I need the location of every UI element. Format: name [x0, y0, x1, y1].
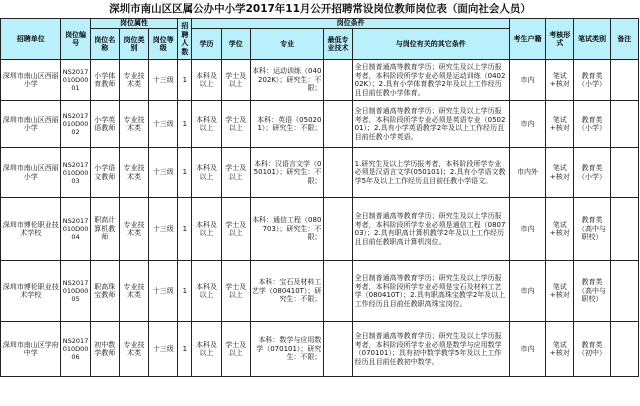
- cell-other: 全日制普通高等教育学历；研究生及以上学历报考者，本科阶段所学专业必须是宝石及材料工艺学（080410T）；2.具有职高珠宝教学2年及以上工作经历且目前任教职高珠宝岗位。: [352, 261, 509, 322]
- cell-post-name: 初中数学教师: [90, 322, 119, 377]
- header-degree: 学位: [221, 29, 250, 60]
- cell-post-name: 小学体育教师: [90, 60, 119, 101]
- table-row: [1, 261, 639, 322]
- header-education: 学历: [192, 29, 221, 60]
- cell-written: 教育类（高中与职校）: [574, 198, 610, 261]
- cell-degree: 学士及以上: [221, 148, 250, 198]
- cell-title-req: [324, 148, 352, 198]
- header-major: 专业: [250, 29, 324, 60]
- cell-unit: 深圳市南山区西丽小学: [1, 60, 61, 101]
- cell-post-name: 职高珠宝教师: [90, 261, 119, 322]
- cell-education: 本科及以上: [192, 101, 221, 148]
- cell-major: 本科：运动训练（040202K）；研究生：不限；: [250, 60, 324, 101]
- cell-count: 1: [178, 101, 192, 148]
- cell-other: 全日制普通高等教育学历；研究生及以上学历报考者，本科阶段所学专业必须是数学与应用数学（070101）；具有初中数学教学5年及以上工作经历且目前任教初中数学。: [352, 322, 509, 377]
- cell-exam-form: 笔试+核对: [546, 60, 574, 101]
- cell-major: 本科：汉语言文学（050101）；研究生：不限；: [250, 148, 324, 198]
- table-row: [1, 101, 639, 148]
- cell-post-type: 专业技术类: [119, 198, 148, 261]
- cell-post-name: 小学语文教师: [90, 148, 119, 198]
- header-exam-form: 考核形式: [546, 19, 574, 60]
- header-post-level: 岗位等级: [149, 29, 178, 60]
- cell-other: 1.研究生及以上学历报考者，本科阶段所学专业必须是汉语言文学(050101)；2.具有小学语文教学5年及以上工作经历且目前任教小学语文。: [352, 148, 509, 198]
- cell-title-req: [324, 60, 352, 101]
- table-row: [1, 198, 639, 261]
- cell-post-code: NS2017010D0002: [61, 101, 90, 148]
- cell-unit: 深圳市博伦职业技术学校: [1, 261, 61, 322]
- cell-post-level: 十三级: [149, 148, 178, 198]
- cell-unit: 深圳市南山区学府中学: [1, 322, 61, 377]
- cell-count: 1: [178, 148, 192, 198]
- cell-post-level: 十三级: [149, 261, 178, 322]
- cell-exam-form: 笔试+核对: [546, 101, 574, 148]
- header-post-code: 岗位编号: [61, 19, 90, 60]
- cell-hukou: 市内: [509, 60, 545, 101]
- cell-written: 教育类（小学）: [574, 101, 610, 148]
- header-post-name: 岗位名称: [90, 29, 119, 60]
- cell-degree: 学士及以上: [221, 60, 250, 101]
- cell-note: [610, 60, 638, 101]
- cell-title-req: [324, 261, 352, 322]
- cell-hukou: 市内: [509, 198, 545, 261]
- cell-post-level: 十三级: [149, 322, 178, 377]
- cell-degree: 学士及以上: [221, 198, 250, 261]
- header-other: 与岗位有关的其它条件: [352, 29, 509, 60]
- cell-post-type: 专业技术类: [119, 322, 148, 377]
- header-unit: 招聘单位: [1, 19, 61, 60]
- cell-education: 本科及以上: [192, 60, 221, 101]
- recruitment-table: [0, 18, 639, 377]
- cell-degree: 学士及以上: [221, 261, 250, 322]
- table-row: [1, 322, 639, 377]
- cell-note: [610, 261, 638, 322]
- cell-hukou: 市内: [509, 322, 545, 377]
- cell-post-type: 专业技术类: [119, 261, 148, 322]
- cell-written: 教育类（高中与职校）: [574, 261, 610, 322]
- cell-major: 本科：宝石及材料工艺学（080410T）；研究生：不限；: [250, 261, 324, 322]
- cell-post-name: 小学英语教师: [90, 101, 119, 148]
- cell-exam-form: 笔试+核对: [546, 322, 574, 377]
- cell-post-code: NS2017010D0006: [61, 322, 90, 377]
- cell-degree: 学士及以上: [221, 322, 250, 377]
- cell-unit: 深圳市南山区西丽小学: [1, 101, 61, 148]
- cell-education: 本科及以上: [192, 198, 221, 261]
- table-row: [1, 148, 639, 198]
- cell-title-req: [324, 322, 352, 377]
- table-row: [1, 60, 639, 101]
- cell-post-type: 专业技术类: [119, 101, 148, 148]
- cell-exam-form: 笔试+核对: [546, 148, 574, 198]
- cell-degree: 学士及以上: [221, 101, 250, 148]
- cell-count: 1: [178, 60, 192, 101]
- cell-written: 教育类（初中）: [574, 322, 610, 377]
- cell-hukou: 市内: [509, 261, 545, 322]
- cell-title-req: [324, 101, 352, 148]
- cell-post-name: 职高计算机教师: [90, 198, 119, 261]
- cell-note: [610, 198, 638, 261]
- page-title: 深圳市南山区区属公办中小学2017年11月公开招聘常设岗位教师岗位表（面向社会人员）: [109, 3, 531, 15]
- cell-hukou: 市内外: [509, 148, 545, 198]
- header-post-type: 岗位类别: [119, 29, 148, 60]
- cell-unit: 深圳市博伦职业技术学校: [1, 198, 61, 261]
- cell-exam-form: 笔试+核对: [546, 198, 574, 261]
- cell-title-req: [324, 198, 352, 261]
- header-conditions: 岗位条件: [192, 19, 509, 29]
- cell-post-type: 专业技术类: [119, 148, 148, 198]
- cell-count: 1: [178, 261, 192, 322]
- cell-post-code: NS2017010D0003: [61, 148, 90, 198]
- cell-written: 教育类（小学）: [574, 148, 610, 198]
- cell-major: 本科：通信工程（080703）；研究生：不限；: [250, 198, 324, 261]
- cell-post-code: NS2017010D0005: [61, 261, 90, 322]
- cell-education: 本科及以上: [192, 261, 221, 322]
- cell-major: 本科：数学与应用数学（070101）；研究生：不限；: [250, 322, 324, 377]
- cell-major: 本科：英语（050201）；研究生：不限；: [250, 101, 324, 148]
- cell-count: 1: [178, 322, 192, 377]
- header-hukou: 考生户籍: [509, 19, 545, 60]
- cell-education: 本科及以上: [192, 148, 221, 198]
- cell-written: 教育类（小学）: [574, 60, 610, 101]
- cell-other: 全日制普通高等教育学历；研究生及以上学历报考者，本科阶段所学专业必须是英语专业（050201）；2.具有小学英语教学2年及以上工作经历且目前任教小学英语。: [352, 101, 509, 148]
- cell-note: [610, 322, 638, 377]
- cell-post-level: 十三级: [149, 198, 178, 261]
- header-count: 招聘人数: [178, 19, 192, 60]
- cell-exam-form: 笔试+核对: [546, 261, 574, 322]
- cell-hukou: 市内: [509, 101, 545, 148]
- cell-post-level: 十三级: [149, 60, 178, 101]
- cell-post-level: 十三级: [149, 101, 178, 148]
- cell-post-code: NS2017010D0004: [61, 198, 90, 261]
- cell-post-type: 专业技术类: [119, 60, 148, 101]
- cell-post-code: NS2017010D0001: [61, 60, 90, 101]
- cell-unit: 深圳市南山区西丽小学: [1, 148, 61, 198]
- cell-note: [610, 148, 638, 198]
- cell-other: 全日制普通高等教育学历；研究生及以上学历报考者，本科阶段所学专业必须是通信工程（080703）；2.具有职高计算机教学2年及以上工作经历且目前任教职高计算机岗位。: [352, 198, 509, 261]
- cell-note: [610, 101, 638, 148]
- cell-other: 全日制普通高等教育学历；研究生及以上学历报考者，本科阶段所学专业必须是运动训练（040202K）；2.具有小学体育教学2年及以上工作经历且目前任教小学体育。: [352, 60, 509, 101]
- header-post-attr: 岗位属性: [90, 19, 178, 29]
- header-written: 笔试类别: [574, 19, 610, 60]
- header-note: 备注: [610, 19, 638, 60]
- cell-education: 本科及以上: [192, 322, 221, 377]
- header-title-req: 最低专业技术: [324, 29, 352, 60]
- table-header: [1, 19, 639, 60]
- cell-count: 1: [178, 198, 192, 261]
